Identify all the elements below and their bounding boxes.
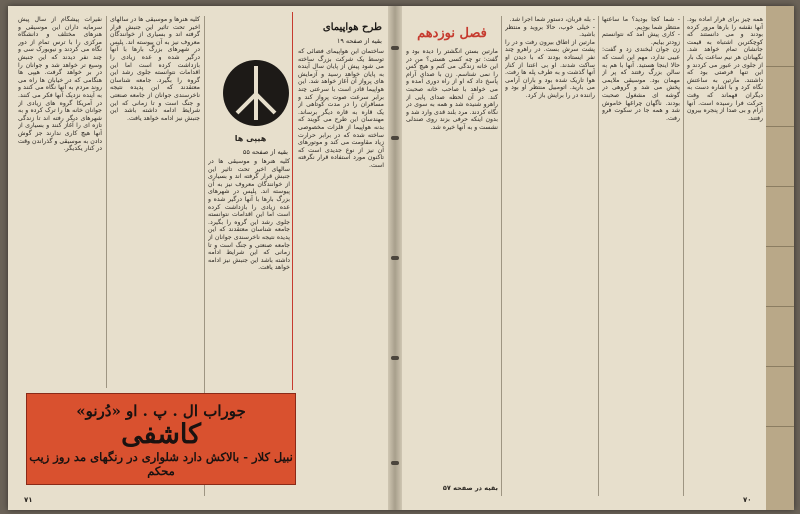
red-column-rule: [292, 12, 293, 390]
stocking-advertisement: [26, 393, 296, 485]
column-divider: [683, 16, 684, 496]
ad-tagline: نبیل کلار - بالاکش دارد شلواری در رنگهای مد روز زیب محکم: [29, 450, 293, 478]
column-divider: [501, 16, 502, 496]
column-divider: [106, 16, 107, 388]
ad-brand: کاشفی: [121, 419, 201, 450]
continued-note: بقیه از صفحه ۵۵: [242, 148, 288, 156]
binding-staple: [391, 356, 399, 360]
ad-headline: جوراب ال . پ . او «دُرنو»: [76, 402, 246, 420]
right-page-column-text: - بله قربان، دستور شما اجرا شد. - خیلی خوب، حالا بروید و منتظر باشید. مارتین از اطاق بیرون رفت و در را پشت سرش بست. در راهرو چند نفر ایستاده بودند که با دیدن او ساکت شدند. او بی اعتنا از کنار آنها گذشت و به طرف پله ها رفت. هوا تاریک شده بود و باران آرامی می بارید. اتومبیل منتظر او بود و راننده در را برایش باز کرد.: [505, 16, 595, 99]
page-number: ۷۱: [24, 496, 33, 504]
page-number: ۷۰: [743, 496, 752, 504]
symbol-caption: هیپی ها: [234, 134, 267, 143]
binding-staple: [391, 256, 399, 260]
peace-symbol-icon: [221, 58, 291, 128]
left-page-column-text: ساختمان این هواپیمای فضائی که توسط یک شرکت بزرگ ساخته می شود پیش از پایان سال آینده به پایان خواهد رسید و آزمایش های پرواز آن آغاز خواهد شد. این هواپیما قادر است با سرعتی چند برابر سرعت صوت پرواز کند و مسافران را در مدت کوتاهی از یک قاره به قاره دیگر برساند. مهندسان این طرح می گویند که بدنه هواپیما از فلزات مخصوصی ساخته شده که در برابر حرارت زیاد مقاومت می کند و موتورهای آن نیز از نوع جدیدی است که تاکنون مورد استفاده قرار نگرفته است.: [298, 48, 384, 169]
column-divider: [598, 16, 599, 496]
right-page-column-text: - شما کجا بودید؟ ما ساعتها منتظر شما بودیم. - کاری پیش آمد که نتوانستم زودتر بیایم. زن جوان لبخندی زد و گفت: عیبی ندارد، مهم این است که حالا اینجا هستید. آنها با هم به سالن بزرگ رفتند که پر از مهمان بود. موسیقی ملایمی پخش می شد و گروهی در گوشه ای مشغول صحبت بودند. ناگهان چراغها خاموش شد و همه جا در سکوت فرو رفت.: [602, 16, 680, 122]
left-page-column-text: نقیرات پیشگام از سال پیش سرمایه داران این موسیقی و هنرهای مختلف و دانشگاه مرکزی را با ترس تمام از دور نگاه می کردند و نیویورک سی و چند نفر دیدند که این جنبش وسیع تر خواهد شد و جوانان را در بر خواهد گرفت. هیپی ها هنگامی که در خیابان ها راه می روند مردم به آنها نگاه می کنند و به آینده نزدیک آنها فکر می کنند. در آمریکا گروه های زیادی از جوانان خانه ها را ترک کرده و به شهرهای دیگر رفته اند تا زندگی تازه ای را آغاز کنند و بسیاری از آنها هیچ کاری ندارند جز گوش دادن به موسیقی و گذراندن وقت در کنار یکدیگر.: [18, 16, 102, 153]
continued-note: بقیه در صفحه ۵۷: [442, 484, 498, 492]
binding-staple: [391, 136, 399, 140]
left-page-column-text: کلیه هنرها و موسیقی ها در سالهای اخیر تحت تاثیر این جنبش قرار گرفته اند و بسیاری از خوانندگان معروف نیز به آن پیوسته اند. پلیس در شهرهای بزرگ بارها با آنها درگیر شده و عده زیادی را بازداشت کرده است اما این اقدامات نتوانسته جلوی رشد این گروه را بگیرد. جامعه شناسان معتقدند که این پدیده نتیجه ناخرسندی جوانان از جامعه صنعتی و جنگ است و تا زمانی که این شرایط ادامه داشته باشد این جنبش نیز ادامه خواهد یافت.: [208, 158, 290, 272]
page-edge-stack: [766, 6, 794, 510]
right-page-column-text: همه چیز برای فرار آماده بود. آنها نقشه را بارها مرور کرده بودند و می دانستند که کوچکترین اشتباه به قیمت جانشان تمام خواهد شد. نگهبانان هر نیم ساعت یک بار از جلوی در عبور می کردند و این تنها فرصتی بود که داشتند. مارتین به ساعتش نگاه کرد و با اشاره دست به دیگران فهماند که وقت حرکت فرا رسیده است. آنها آرام و بی صدا از پنجره بیرون رفتند.: [687, 16, 763, 122]
binding-staple: [391, 461, 399, 465]
magazine-spread: [8, 6, 794, 510]
article-title: طرح هواپیمای: [322, 22, 382, 33]
chapter-title: فصل نوزدهم: [417, 26, 487, 41]
right-page-column-text: مارتین بستن انگشتر را دیده بود و گفت: تو چه کسی هستی؟ من در این خانه زندگی می کنم و هیچ کس را نمی شناسم. زن با صدای آرام پاسخ داد که او از راه دوری آمده و می خواهد با صاحب خانه صحبت کند. در آن لحظه صدای پایی از راهرو شنیده شد و همه به سوی در نگاه کردند. مرد بلند قدی وارد شد و بدون اینکه حرفی بزند روی صندلی نشست و به آنها خیره شد.: [406, 48, 498, 131]
article-subtitle: بقیه از صفحه ۱۹: [336, 37, 382, 45]
left-page-column-text: کلیه هنرها و موسیقی ها در سالهای اخیر تحت تاثیر این جنبش قرار گرفته اند و بسیاری از خوانندگان معروف نیز به آن پیوسته اند. پلیس در شهرهای بزرگ بارها با آنها درگیر شده و عده زیادی را بازداشت کرده است اما این اقدامات نتوانسته جلوی رشد این گروه را بگیرد. جامعه شناسان معتقدند که این پدیده نتیجه ناخرسندی جوانان از جامعه صنعتی و جنگ است و تا زمانی که این شرایط ادامه داشته باشد این جنبش نیز ادامه خواهد یافت.: [110, 16, 200, 122]
binding-staple: [391, 46, 399, 50]
